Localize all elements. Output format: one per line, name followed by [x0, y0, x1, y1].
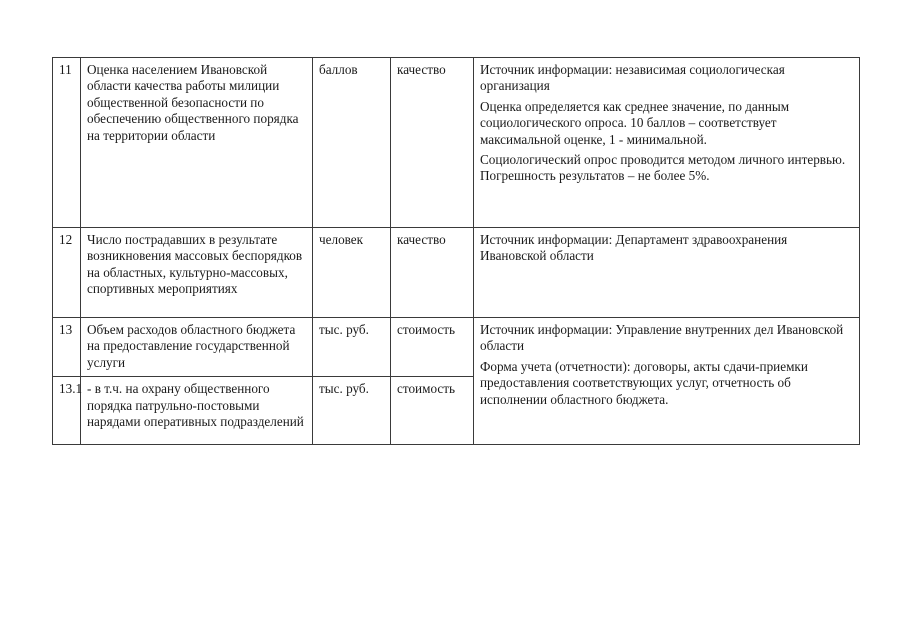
- notes-cell: [474, 58, 860, 228]
- table-row: [53, 318, 860, 377]
- note-paragraph: Форма учета (отчетности): договоры, акты сдачи-приемки предоставления соответствующих услуг, отчетность об исполнении областного бюджета.: [480, 358, 808, 407]
- table-row: [53, 58, 860, 228]
- indicators-table: [52, 57, 860, 445]
- unit-cell: баллов: [313, 58, 391, 228]
- note-paragraph: Оценка определяется как среднее значение, по данным социологического опроса. 10 баллов – соответствует максимальной оценке, 1 - минимальной.: [480, 98, 790, 147]
- row-number: 11: [53, 58, 81, 228]
- note-paragraph: Источник информации: Департамент здравоохранения Ивановской области: [480, 232, 788, 264]
- unit-cell: тыс. руб.: [313, 377, 391, 445]
- table-row: [53, 228, 860, 318]
- indicator-name: - в т.ч. на охрану общественного порядка патрульно-постовыми нарядами оперативных подразделений: [81, 377, 313, 445]
- unit-cell: тыс. руб.: [313, 318, 391, 377]
- document-page: [52, 57, 860, 445]
- row-number: 13: [53, 318, 81, 377]
- note-paragraph: Социологический опрос проводится методом личного интервью. Погрешность результатов – не более 5%.: [480, 152, 846, 184]
- indicator-name: Число пострадавших в результате возникновения массовых беспорядков на областных, культурно-массовых, спортивных мероприятиях: [81, 228, 313, 318]
- type-cell: стоимость: [391, 377, 474, 445]
- notes-cell: [474, 228, 860, 318]
- type-cell: качество: [391, 228, 474, 318]
- type-cell: стоимость: [391, 318, 474, 377]
- row-number: 12: [53, 228, 81, 318]
- type-cell: качество: [391, 58, 474, 228]
- notes-cell: [474, 318, 860, 445]
- note-paragraph: Источник информации: Управление внутренних дел Ивановской области: [480, 322, 844, 354]
- row-number: 13.1: [53, 377, 81, 445]
- note-paragraph: Источник информации: независимая социологическая организация: [480, 62, 785, 94]
- indicator-name: Оценка населением Ивановской области качества работы милиции общественной безопасности по обеспечению общественного порядка на территории области: [81, 58, 313, 228]
- indicator-name: Объем расходов областного бюджета на предоставление государственной услуги: [81, 318, 313, 377]
- unit-cell: человек: [313, 228, 391, 318]
